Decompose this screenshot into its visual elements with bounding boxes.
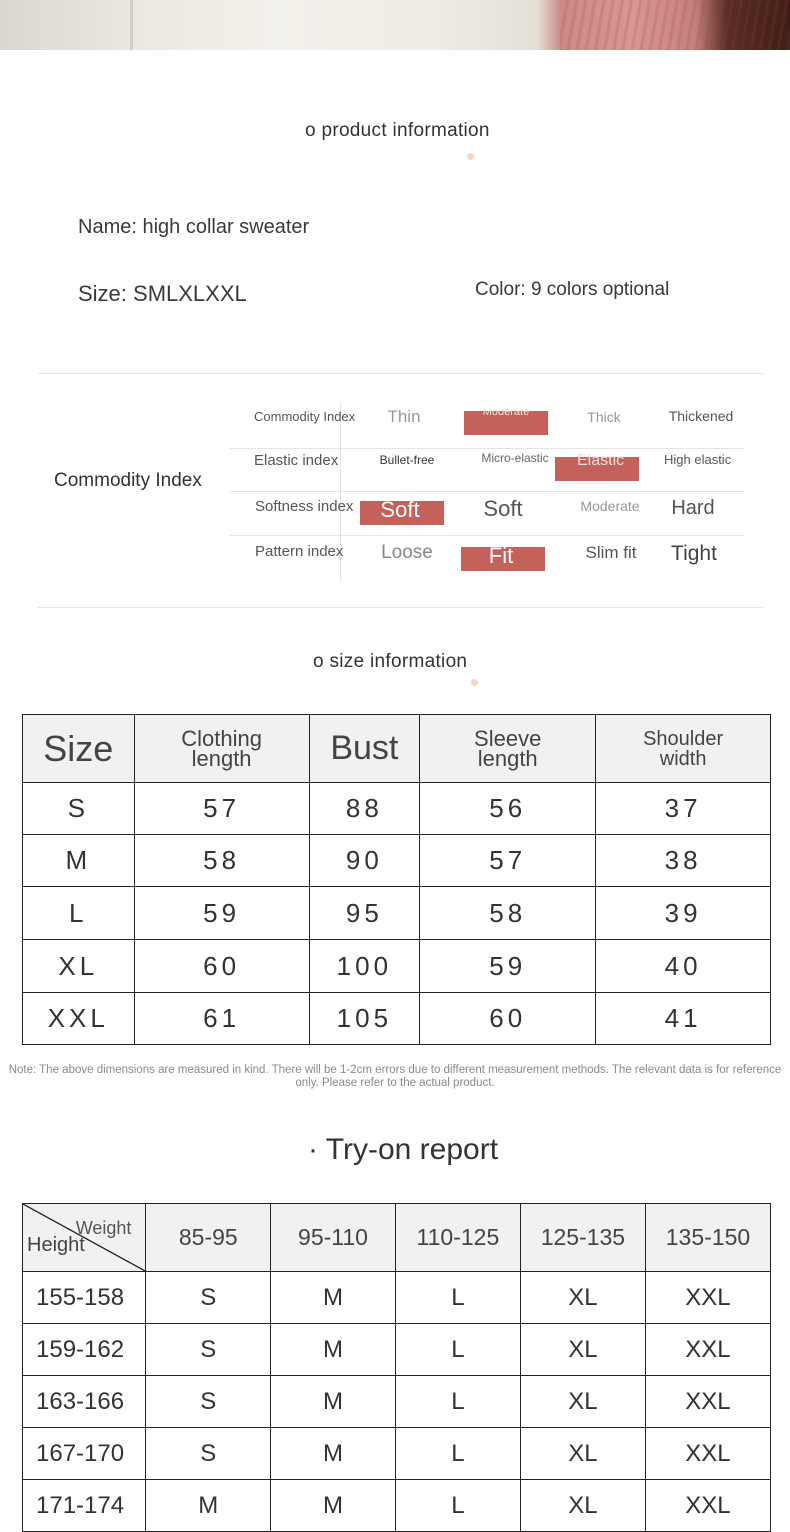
height-cell: 163-166: [23, 1376, 146, 1428]
column-header: 125-135: [520, 1204, 645, 1272]
index-option: Soft: [483, 496, 523, 521]
table-cell: XXL: [645, 1272, 770, 1324]
table-cell: S: [146, 1376, 271, 1428]
table-cell: XXL: [23, 993, 135, 1045]
table-cell: M: [271, 1480, 396, 1532]
table-cell: 105: [309, 993, 420, 1045]
table-row: [23, 783, 771, 835]
table-row: [23, 1272, 771, 1324]
tryon-title: · Try-on report: [308, 1133, 499, 1166]
table-cell: 60: [134, 940, 309, 993]
index-option-selected: Fit: [488, 543, 514, 568]
divider: [38, 607, 763, 608]
table-cell: L: [23, 887, 135, 940]
height-cell: 167-170: [23, 1428, 146, 1480]
index-option: Hard: [671, 497, 715, 519]
column-header: Shoulder width: [596, 715, 771, 783]
index-row-label: Elastic index: [254, 452, 339, 469]
table-cell: M: [271, 1428, 396, 1480]
table-cell: XXL: [645, 1324, 770, 1376]
index-row-label: Pattern index: [255, 543, 344, 560]
table-cell: XL: [520, 1376, 645, 1428]
table-cell: L: [395, 1324, 520, 1376]
column-header: Sleeve length: [420, 715, 596, 783]
table-header-row: [23, 1204, 771, 1272]
measurement-note: Note: The above dimensions are measured in kind. There will be 1-2cm errors due to different measurement methods. The relevant data is for reference only. Please refer to the actual product.: [8, 1064, 782, 1089]
table-cell: M: [146, 1480, 271, 1532]
table-cell: 38: [596, 835, 771, 887]
table-cell: XL: [520, 1480, 645, 1532]
product-size: Size: SMLXLXXL: [78, 281, 247, 306]
table-cell: 61: [134, 993, 309, 1045]
index-option: Thickened: [668, 408, 734, 424]
column-header: Bust: [309, 715, 420, 783]
title-dot: [471, 679, 478, 686]
index-option: Thin: [387, 407, 421, 426]
index-option: Micro-elastic: [481, 451, 549, 465]
tryon-table: [22, 1203, 771, 1532]
commodity-index-heading: Commodity Index: [54, 470, 202, 491]
table-cell: 58: [420, 887, 596, 940]
table-cell: XXL: [645, 1376, 770, 1428]
table-cell: 59: [134, 887, 309, 940]
column-header: Size: [23, 715, 135, 783]
column-header: 110-125: [395, 1204, 520, 1272]
table-cell: M: [271, 1324, 396, 1376]
index-option-selected: Soft: [380, 497, 420, 522]
table-cell: 57: [134, 783, 309, 835]
table-cell: 56: [420, 783, 596, 835]
size-info-title: o size information: [313, 651, 468, 672]
table-cell: L: [395, 1428, 520, 1480]
table-cell: 88: [309, 783, 420, 835]
table-cell: 95: [309, 887, 420, 940]
index-option: Thick: [587, 409, 621, 425]
table-row: [23, 1480, 771, 1532]
product-color: Color: 9 colors optional: [475, 279, 670, 300]
table-row: [23, 1324, 771, 1376]
table-cell: S: [23, 783, 135, 835]
table-cell: 100: [309, 940, 420, 993]
table-cell: S: [146, 1272, 271, 1324]
table-cell: M: [23, 835, 135, 887]
table-cell: 57: [420, 835, 596, 887]
table-cell: 59: [420, 940, 596, 993]
table-cell: 41: [596, 993, 771, 1045]
table-cell: L: [395, 1376, 520, 1428]
column-header: 135-150: [645, 1204, 770, 1272]
table-row: [23, 1428, 771, 1480]
height-cell: 171-174: [23, 1480, 146, 1532]
index-option: Tight: [671, 542, 717, 565]
column-header: Clothing length: [134, 715, 309, 783]
table-row: [23, 940, 771, 993]
index-option: Bullet-free: [379, 453, 435, 467]
height-cell: 159-162: [23, 1324, 146, 1376]
index-option-selected: Moderate: [482, 406, 530, 418]
table-cell: XL: [520, 1428, 645, 1480]
table-cell: S: [146, 1428, 271, 1480]
title-dot: [467, 153, 474, 160]
table-row: [23, 1376, 771, 1428]
index-option: Loose: [381, 542, 433, 563]
table-cell: XXL: [645, 1480, 770, 1532]
index-row-label: Softness index: [255, 498, 354, 515]
table-cell: XXL: [645, 1428, 770, 1480]
product-name: Name: high collar sweater: [78, 216, 310, 238]
table-row: [23, 993, 771, 1045]
column-header: 95-110: [271, 1204, 396, 1272]
table-cell: L: [395, 1480, 520, 1532]
column-header: 85-95: [146, 1204, 271, 1272]
table-cell: XL: [23, 940, 135, 993]
table-cell: 58: [134, 835, 309, 887]
size-table: [22, 714, 771, 1045]
index-option: Moderate: [580, 498, 640, 514]
table-cell: M: [271, 1272, 396, 1324]
table-cell: 90: [309, 835, 420, 887]
corner-weight-label: Weight: [75, 1218, 132, 1238]
index-option: Slim fit: [585, 543, 637, 562]
table-cell: M: [271, 1376, 396, 1428]
table-cell: 40: [596, 940, 771, 993]
table-row: [23, 887, 771, 940]
index-row-label: Commodity Index: [254, 409, 356, 424]
table-cell: 37: [596, 783, 771, 835]
product-photo-strip: [0, 0, 790, 50]
product-info-title: o product information: [305, 120, 490, 141]
table-cell: 39: [596, 887, 771, 940]
table-cell: XL: [520, 1324, 645, 1376]
table-cell: L: [395, 1272, 520, 1324]
index-option: High elastic: [664, 452, 732, 467]
table-cell: 60: [420, 993, 596, 1045]
index-option-selected: Elastic: [577, 452, 625, 469]
divider: [38, 373, 763, 374]
corner-cell: [23, 1204, 146, 1272]
table-header-row: [23, 715, 771, 783]
table-cell: XL: [520, 1272, 645, 1324]
corner-height-label: Height: [27, 1234, 85, 1256]
table-row: [23, 835, 771, 887]
height-cell: 155-158: [23, 1272, 146, 1324]
table-cell: S: [146, 1324, 271, 1376]
